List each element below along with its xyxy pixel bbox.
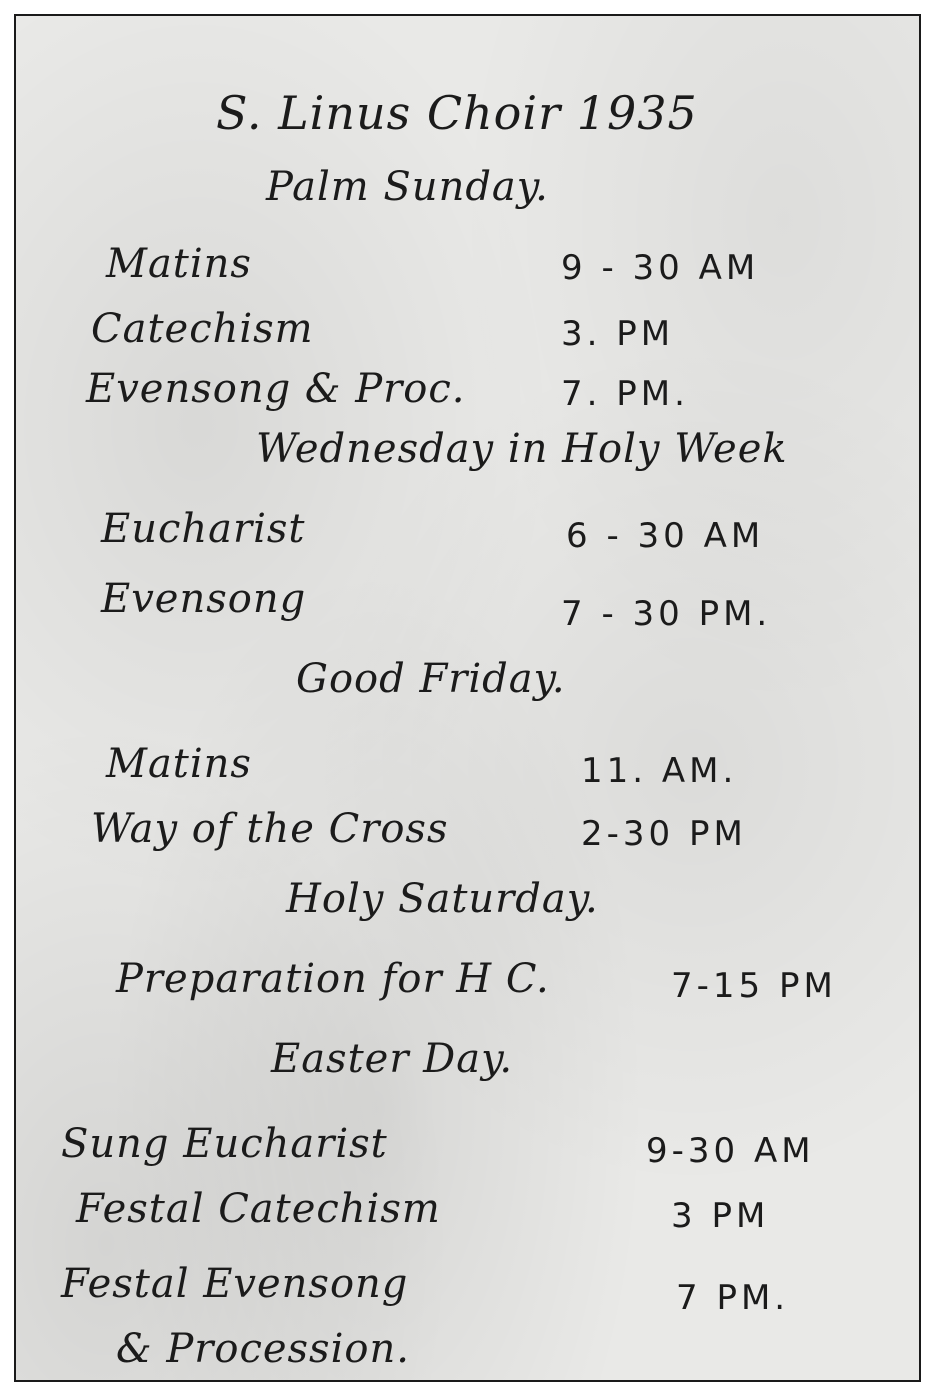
service-name: Preparation for H C. [116,956,550,1002]
service-time: 3. PM [561,314,675,354]
service-time: 11. AM. [581,751,738,791]
section-heading-easter-day: Easter Day. [271,1036,514,1082]
section-heading-holy-saturday: Holy Saturday. [286,876,599,922]
service-time: 9-30 AM [646,1131,815,1171]
page-title: S. Linus Choir 1935 [216,86,698,140]
section-heading-palm-sunday: Palm Sunday. [266,164,549,210]
service-time: 2-30 PM [581,814,747,854]
service-time: 7 PM. [676,1278,790,1318]
service-name: Eucharist [101,506,306,552]
service-time: 3 PM [671,1196,770,1236]
service-time: 7-15 PM [671,966,837,1006]
section-heading-good-friday: Good Friday. [296,656,566,702]
service-name: Festal Evensong [61,1261,409,1307]
service-time: 7 - 30 PM. [561,594,772,634]
service-name: Evensong [101,576,307,622]
service-name: Catechism [91,306,314,352]
service-name: Matins [106,741,252,787]
service-name: & Procession. [116,1326,410,1372]
service-name: Festal Catechism [76,1186,441,1232]
service-time: 7. PM. [561,374,689,414]
service-name: Matins [106,241,252,287]
service-time: 6 - 30 AM [566,516,765,556]
section-heading-wednesday: Wednesday in Holy Week [256,426,788,472]
service-name: Evensong & Proc. [86,366,466,412]
service-time: 9 - 30 AM [561,248,760,288]
service-name: Sung Eucharist [61,1121,388,1167]
service-name: Way of the Cross [91,806,449,852]
handwritten-page [14,14,921,1382]
